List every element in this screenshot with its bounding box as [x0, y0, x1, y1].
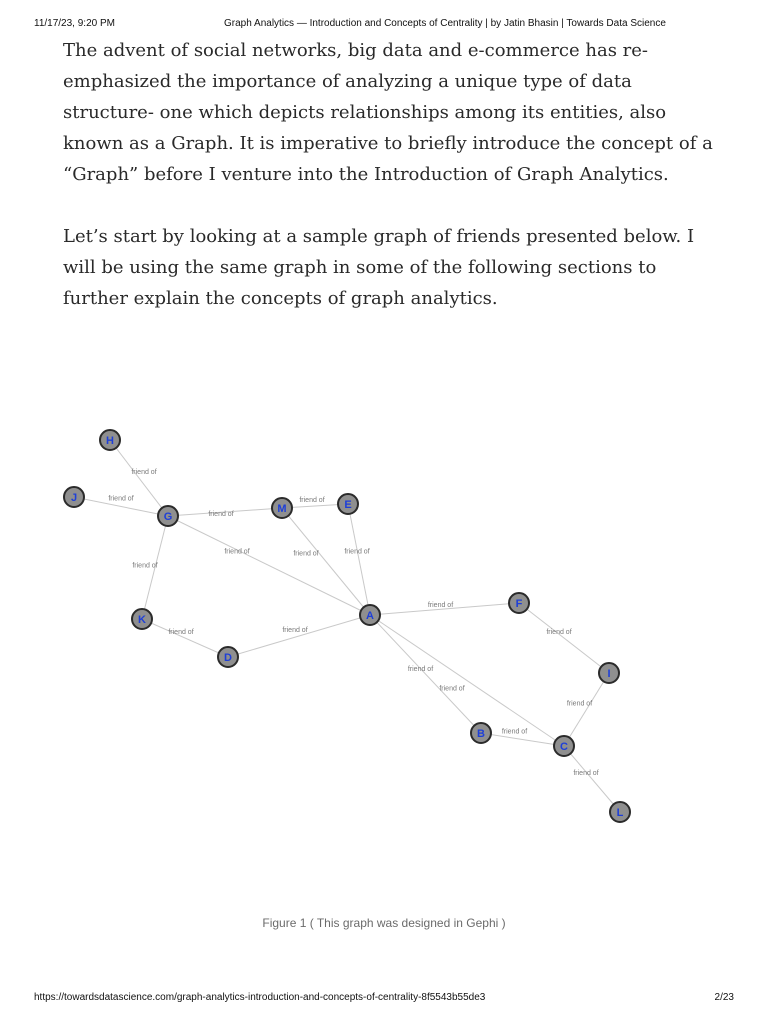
graph-node-I: [599, 663, 619, 683]
node-label-B: B: [477, 728, 485, 740]
print-page-number: 2/23: [714, 992, 734, 1003]
edge-label-A-F: friend of: [427, 602, 454, 609]
node-label-G: G: [163, 511, 173, 523]
nodes-layer: [64, 430, 630, 822]
edge-label-A-B: friend of: [407, 666, 434, 673]
node-label-J: J: [70, 492, 78, 504]
edge-I-C: [564, 673, 609, 746]
node-label-A: A: [366, 610, 374, 622]
graph-node-M: [272, 498, 292, 518]
edge-M-A: [282, 508, 370, 615]
edge-label-A-C: friend of: [439, 685, 465, 693]
friends-graph-figure: [40, 400, 720, 860]
edge-label-G-M: friend of: [208, 511, 234, 518]
graph-node-C: [554, 736, 574, 756]
edge-label-D-A: friend of: [282, 627, 308, 634]
edge-label-K-D: friend of: [168, 629, 194, 636]
edge-label-H-G: friend of: [131, 469, 157, 476]
edge-K-D: [142, 619, 228, 657]
node-label-D: D: [224, 652, 232, 664]
graph-node-H: [100, 430, 120, 450]
edge-G-A: [168, 516, 370, 615]
edge-label-C-L: friend of: [573, 770, 599, 777]
node-label-F: F: [515, 598, 523, 610]
edge-D-A: [228, 615, 370, 657]
graph-node-L: [610, 802, 630, 822]
edge-H-G: [110, 440, 168, 516]
figure-caption: Figure 1 ( This graph was designed in Gephi ): [262, 916, 506, 930]
node-label-K: K: [138, 614, 146, 626]
edge-F-I: [519, 603, 609, 673]
edge-label-J-G: friend of: [108, 495, 134, 503]
node-label-C: C: [560, 741, 568, 753]
edge-label-M-E: friend of: [299, 497, 325, 504]
print-header: [34, 18, 734, 32]
edge-E-A: [348, 504, 370, 615]
print-page-title: Graph Analytics — Introduction and Concepts of Centrality | by Jatin Bhasin | Towards Data Science: [224, 18, 666, 29]
friends-graph: [40, 400, 720, 860]
node-label-H: H: [106, 435, 114, 447]
paragraph-text: Let’s start by looking at a sample graph of friends presented below. I will be using the same graph in some of the following sections to further explain the concepts of graph analytics.: [63, 226, 695, 309]
node-label-E: E: [344, 499, 352, 511]
node-label-L: L: [616, 807, 624, 819]
node-label-I: I: [607, 668, 611, 680]
graph-node-D: [218, 647, 238, 667]
edge-A-C: [370, 615, 564, 746]
graph-node-B: [471, 723, 491, 743]
article-paragraph-1: [63, 35, 713, 190]
edge-label-B-C: friend of: [501, 728, 528, 736]
graph-node-K: [132, 609, 152, 629]
edge-label-I-C: friend of: [566, 700, 593, 708]
edge-label-G-A: friend of: [224, 548, 250, 556]
edge-A-B: [370, 615, 481, 733]
print-footer: [34, 992, 734, 1006]
edge-label-G-K: friend of: [132, 562, 158, 570]
article-paragraph-2: [63, 221, 713, 314]
print-url: https://towardsdatascience.com/graph-analytics-introduction-and-concepts-of-centrality-8f5543b55de3: [34, 992, 486, 1003]
graph-node-F: [509, 593, 529, 613]
graph-node-A: [360, 605, 380, 625]
edge-label-E-A: friend of: [344, 548, 370, 556]
node-label-M: M: [277, 503, 287, 515]
print-date: 11/17/23, 9:20 PM: [34, 18, 115, 29]
edge-label-F-I: friend of: [546, 629, 572, 636]
edge-label-M-A: friend of: [293, 550, 319, 558]
graph-node-E: [338, 494, 358, 514]
paragraph-text: The advent of social networks, big data and e-commerce has re-emphasized the importance of analyzing a unique type of data structure- one which depicts relationships among its entities, also known as a Graph. It is imperative to briefly introduce the concept of a “Graph” before I venture into the Introduction of Graph Analytics.: [63, 40, 713, 185]
edge-C-L: [564, 746, 620, 812]
graph-node-G: [158, 506, 178, 526]
graph-node-J: [64, 487, 84, 507]
